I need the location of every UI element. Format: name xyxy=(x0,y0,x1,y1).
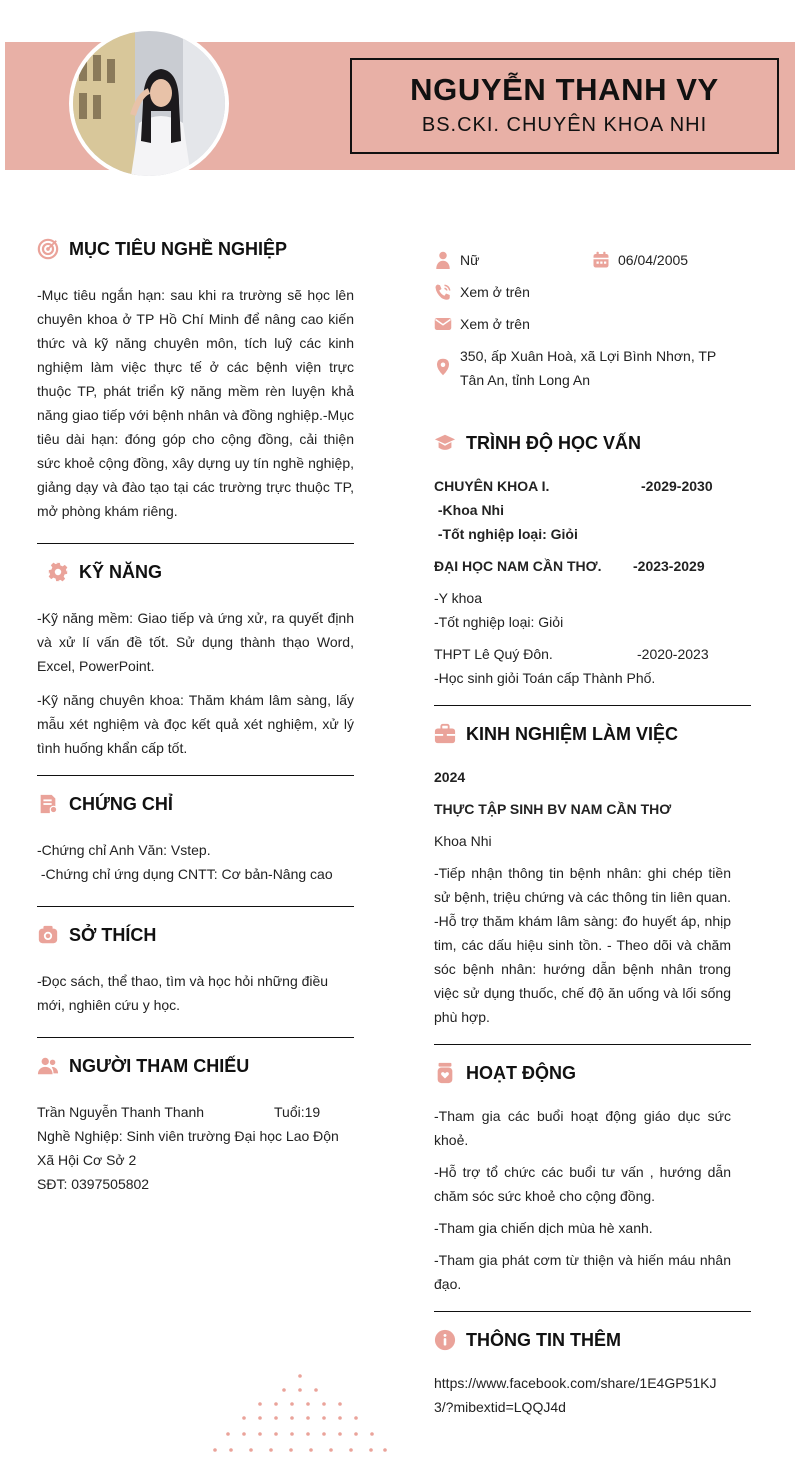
full-name: NGUYỄN THANH VY xyxy=(410,72,719,107)
education-school: CHUYÊN KHOA I. xyxy=(434,478,550,494)
graduation-cap-icon xyxy=(434,432,456,454)
experience-department: Khoa Nhi xyxy=(434,833,492,849)
activities-heading: HOẠT ĐỘNG xyxy=(434,1062,576,1084)
people-icon xyxy=(37,1055,59,1077)
experience-year: 2024 xyxy=(434,769,466,785)
divider xyxy=(37,906,354,907)
badge-icon xyxy=(434,1062,456,1084)
reference-name: Trần Nguyễn Thanh Thanh xyxy=(37,1104,205,1120)
certificate-icon xyxy=(37,793,59,815)
experience-position: THỰC TẬP SINH BV NAM CẦN THƠ xyxy=(434,801,672,817)
profile-photo xyxy=(73,31,225,176)
education-school: ĐẠI HỌC NAM CẦN THƠ. xyxy=(434,558,602,574)
location-pin-icon xyxy=(434,358,452,376)
activity-item: -Tham gia chiến dịch mùa hè xanh. xyxy=(434,1220,653,1236)
skills-heading: KỸ NĂNG xyxy=(47,561,162,583)
references-heading: NGƯỜI THAM CHIẾU xyxy=(37,1055,249,1077)
divider xyxy=(434,705,751,706)
reference-age: Tuổi:19 xyxy=(274,1104,321,1120)
activity-item: -Tham gia các buổi hoạt động giáo dục sức khoẻ. xyxy=(434,1108,731,1148)
address-row: 350, ấp Xuân Hoà, xã Lợi Bình Nhơn, TP Tân An, tỉnh Long An xyxy=(434,344,734,392)
skill-specialty: -Kỹ năng chuyên khoa: Thăm khám lâm sàng, lấy mẫu xét nghiệm và đọc kết quả xét nghiệm, xử lý tình huống khẩn cấp tốt. xyxy=(37,692,354,756)
objective-text: -Mục tiêu ngắn hạn: sau khi ra trường sẽ học lên chuyên khoa ở TP Hồ Chí Minh để nâng cao kiến thức và kỹ năng chuyên môn, tích luỹ các kinh nghiệm làm việc thực tế ở các bệnh viện trực thuộc TP, phát triển kỹ năng mềm rèn luyện khả năng giao tiếp với bệnh nhân và đồng nghiệp.-Mục tiêu dài hạn: đóng góp cho cộng đồng, cải thiện sức khoẻ cộng đồng, xây dựng uy tín nghề nghiệp, giảng dạy và đào tạo tại các trường trực thuộc TP, mở phòng khám riêng. xyxy=(37,287,354,519)
education-detail: -Học sinh giỏi Toán cấp Thành Phố. xyxy=(434,670,656,686)
gear-icon xyxy=(47,561,69,583)
target-icon xyxy=(37,238,59,260)
activity-item: -Hỗ trợ tổ chức các buổi tư vấn , hướng dẫn chăm sóc sức khoẻ cho cộng đồng. xyxy=(434,1164,731,1204)
divider xyxy=(434,1044,751,1045)
phone-row: Xem ở trên xyxy=(434,280,530,304)
certificate-item: -Chứng chỉ Anh Văn: Vstep. xyxy=(37,842,211,858)
objective-heading: MỤC TIÊU NGHỀ NGHIỆP xyxy=(37,238,287,260)
divider xyxy=(434,1311,751,1312)
divider xyxy=(37,775,354,776)
certificates-heading: CHỨNG CHỈ xyxy=(37,793,173,815)
birthdate-row: 06/04/2005 xyxy=(592,248,688,272)
experience-details: -Tiếp nhận thông tin bệnh nhân: ghi chép tiền sử bệnh, triệu chứng và các thông tin liên quan. -Hỗ trợ thăm khám lâm sàng: đo huyết áp, nhịp tim, các dấu hiệu sinh tồn. - Theo dõi và chăm sóc bệnh nhân: hướng dẫn bệnh nhân trong việc sử dụng thuốc, chế độ ăn uống và lối sống phù hợp. xyxy=(434,865,731,1025)
divider xyxy=(37,543,354,544)
gender-row: Nữ xyxy=(434,248,479,272)
education-detail: -Khoa Nhi xyxy=(434,502,504,518)
decorative-dots xyxy=(205,1370,395,1458)
reference-job: Nghề Nghiệp: Sinh viên trường Đại học Lao Độn Xã Hội Cơ Sở 2 xyxy=(37,1128,339,1168)
email-row: Xem ở trên xyxy=(434,312,530,336)
education-detail: -Tốt nghiệp loại: Giỏi xyxy=(434,526,578,542)
education-school: THPT Lê Quý Đôn. xyxy=(434,646,553,662)
education-period: -2023-2029 xyxy=(633,558,705,574)
education-heading: TRÌNH ĐỘ HỌC VẤN xyxy=(434,432,641,454)
hobbies-heading: SỞ THÍCH xyxy=(37,924,156,946)
education-period: -2020-2023 xyxy=(637,646,709,662)
person-icon xyxy=(434,251,452,269)
info-icon xyxy=(434,1329,456,1351)
education-detail: -Y khoa xyxy=(434,590,482,606)
divider xyxy=(37,1037,354,1038)
briefcase-icon xyxy=(434,723,456,745)
job-title: BS.CKI. CHUYÊN KHOA NHI xyxy=(421,114,708,136)
hobbies-text: -Đọc sách, thể thao, tìm và học hỏi những điều mới, nghiên cứu y học. xyxy=(37,973,329,1013)
education-period: -2029-2030 xyxy=(641,478,713,494)
phone-icon xyxy=(434,283,452,301)
name-box xyxy=(350,58,779,154)
facebook-link[interactable]: https://www.facebook.com/share/1E4GP51KJ3/?mibextid=LQQJ4d xyxy=(434,1375,717,1415)
experience-heading: KINH NGHIỆM LÀM VIỆC xyxy=(434,723,678,745)
certificate-item: -Chứng chỉ ứng dụng CNTT: Cơ bản-Nâng cao xyxy=(37,866,333,882)
avatar xyxy=(69,27,229,180)
activity-item: -Tham gia phát cơm từ thiện và hiến máu nhân đạo. xyxy=(434,1252,731,1292)
education-detail: -Tốt nghiệp loại: Giỏi xyxy=(434,614,564,630)
envelope-icon xyxy=(434,315,452,333)
camera-icon xyxy=(37,924,59,946)
skill-soft: -Kỹ năng mềm: Giao tiếp và ứng xử, ra quyết định và xử lí vấn đề tốt. Sử dụng thành thạo Word, Excel, PowerPoint. xyxy=(37,610,354,674)
reference-phone: SĐT: 0397505802 xyxy=(37,1176,150,1192)
calendar-icon xyxy=(592,251,610,269)
additional-info-heading: THÔNG TIN THÊM xyxy=(434,1329,621,1351)
